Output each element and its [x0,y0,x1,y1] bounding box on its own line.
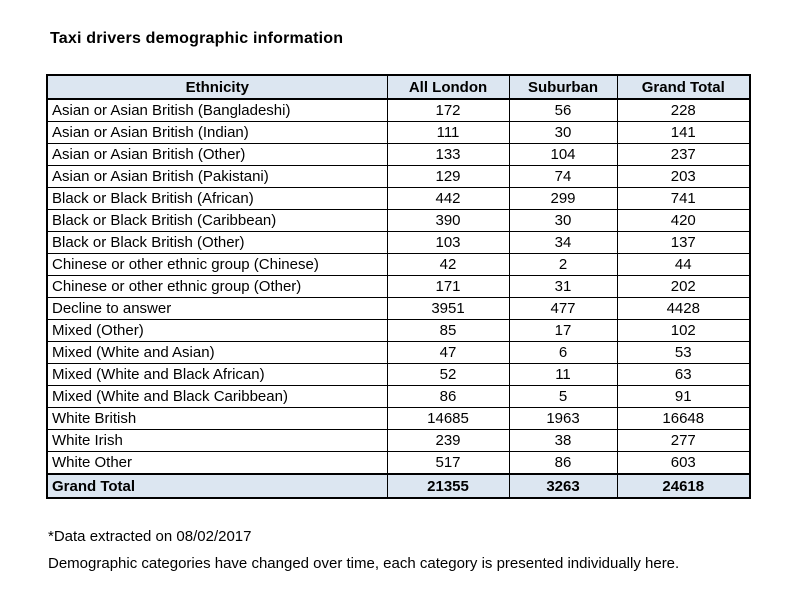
suburban-cell: 38 [509,430,617,452]
grand-total-cell: 141 [617,122,750,144]
suburban-cell: 1963 [509,408,617,430]
grand-total-cell: 202 [617,276,750,298]
suburban-cell: 56 [509,99,617,122]
grand-total-cell: 228 [617,99,750,122]
table-row [47,232,750,254]
suburban-cell: 31 [509,276,617,298]
suburban-cell: 6 [509,342,617,364]
footnotes [48,523,800,577]
column-header-ethnicity: Ethnicity [47,75,387,99]
ethnicity-cell: Decline to answer [47,298,387,320]
table-row [47,99,750,122]
table-row [47,276,750,298]
all-london-cell: 42 [387,254,509,276]
grand-total-cell: 137 [617,232,750,254]
ethnicity-cell: Mixed (White and Black African) [47,364,387,386]
ethnicity-cell: Asian or Asian British (Other) [47,144,387,166]
table-row [47,386,750,408]
page-title: Taxi drivers demographic information [50,30,344,47]
suburban-cell: 2 [509,254,617,276]
all-london-cell: 86 [387,386,509,408]
table-row [47,144,750,166]
ethnicity-cell: Chinese or other ethnic group (Chinese) [47,254,387,276]
grand-total-row [47,474,750,498]
all-london-cell: 239 [387,430,509,452]
column-header-suburban: Suburban [509,75,617,99]
table-footer [47,474,750,498]
table-row [47,210,750,232]
suburban-cell: 30 [509,210,617,232]
ethnicity-cell: Black or Black British (Other) [47,232,387,254]
suburban-cell: 477 [509,298,617,320]
all-london-cell: 14685 [387,408,509,430]
grand-total-cell: 63 [617,364,750,386]
all-london-cell: 47 [387,342,509,364]
grand-total-suburban: 3263 [509,474,617,498]
table-row [47,430,750,452]
table-row [47,452,750,475]
ethnicity-cell: Mixed (White and Asian) [47,342,387,364]
suburban-cell: 299 [509,188,617,210]
suburban-cell: 74 [509,166,617,188]
all-london-cell: 133 [387,144,509,166]
all-london-cell: 390 [387,210,509,232]
suburban-cell: 5 [509,386,617,408]
ethnicity-cell: Black or Black British (African) [47,188,387,210]
suburban-cell: 30 [509,122,617,144]
all-london-cell: 3951 [387,298,509,320]
all-london-cell: 517 [387,452,509,475]
all-london-cell: 129 [387,166,509,188]
grand-total-cell: 277 [617,430,750,452]
grand-total-label: Grand Total [47,474,387,498]
suburban-cell: 104 [509,144,617,166]
table-row [47,408,750,430]
ethnicity-cell: Asian or Asian British (Bangladeshi) [47,99,387,122]
table-row [47,254,750,276]
grand-total-cell: 102 [617,320,750,342]
footnote-category-note: Demographic categories have changed over time, each category is presented individually here. [48,555,680,572]
column-header-all-london: All London [387,75,509,99]
ethnicity-cell: Black or Black British (Caribbean) [47,210,387,232]
ethnicity-cell: Asian or Asian British (Indian) [47,122,387,144]
grand-total-cell: 53 [617,342,750,364]
grand-total-cell: 603 [617,452,750,475]
grand-total-all-london: 21355 [387,474,509,498]
ethnicity-cell: Mixed (Other) [47,320,387,342]
all-london-cell: 85 [387,320,509,342]
grand-total-cell: 203 [617,166,750,188]
footnote-extraction-date: *Data extracted on 08/02/2017 [48,528,252,545]
table-row [47,298,750,320]
ethnicity-cell: White Other [47,452,387,475]
table-row [47,342,750,364]
grand-total-cell: 237 [617,144,750,166]
table-row [47,188,750,210]
suburban-cell: 11 [509,364,617,386]
suburban-cell: 17 [509,320,617,342]
all-london-cell: 52 [387,364,509,386]
table-body [47,99,750,474]
table-row [47,320,750,342]
column-header-grand-total: Grand Total [617,75,750,99]
grand-total-cell: 4428 [617,298,750,320]
grand-total-grand-total: 24618 [617,474,750,498]
ethnicity-cell: Mixed (White and Black Caribbean) [47,386,387,408]
ethnicity-cell: White Irish [47,430,387,452]
table-header [47,75,750,99]
grand-total-cell: 741 [617,188,750,210]
grand-total-cell: 16648 [617,408,750,430]
ethnicity-cell: White British [47,408,387,430]
demographics-table [46,74,751,499]
all-london-cell: 442 [387,188,509,210]
ethnicity-cell: Chinese or other ethnic group (Other) [47,276,387,298]
table-row [47,364,750,386]
all-london-cell: 111 [387,122,509,144]
grand-total-cell: 420 [617,210,750,232]
table-row [47,166,750,188]
grand-total-cell: 44 [617,254,750,276]
header-row [47,75,750,99]
suburban-cell: 34 [509,232,617,254]
all-london-cell: 171 [387,276,509,298]
all-london-cell: 103 [387,232,509,254]
table-row [47,122,750,144]
suburban-cell: 86 [509,452,617,475]
all-london-cell: 172 [387,99,509,122]
grand-total-cell: 91 [617,386,750,408]
ethnicity-cell: Asian or Asian British (Pakistani) [47,166,387,188]
